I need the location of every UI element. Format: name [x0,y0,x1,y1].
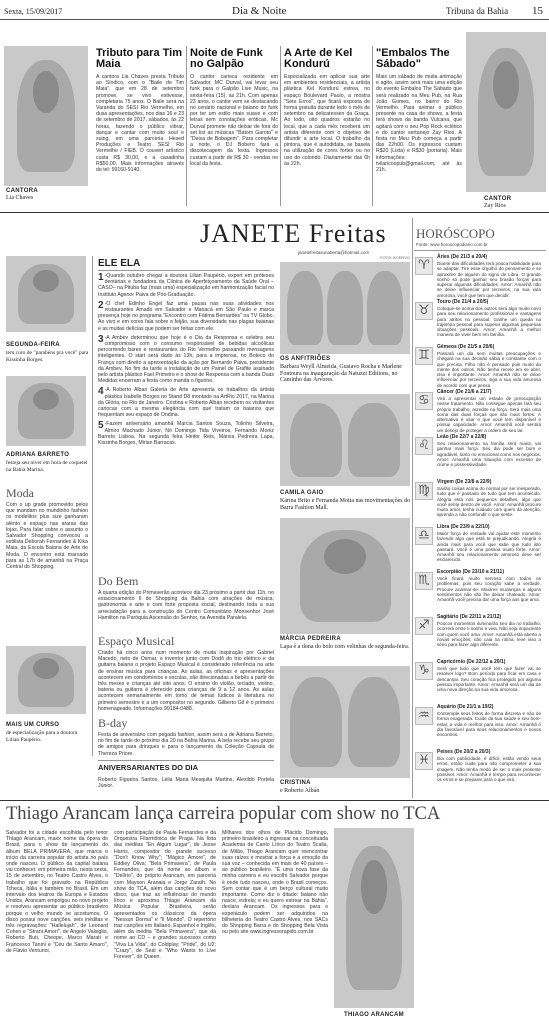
caption-right-sub: Zay Rios [484,203,506,209]
divider [0,800,549,801]
divider [414,250,546,251]
article-title-kel: A Arte de Kel Kondurú [284,47,353,70]
bottom-headline: Thiago Arancam lança carreira popular com show no TCA [6,804,441,824]
divider [280,46,281,206]
pisces-icon: ♓ [415,752,433,770]
article-title-funk: Noite de Funk no Galpão [190,47,263,70]
page-header [0,0,549,20]
sign-touro [415,299,541,338]
sign-cancer [415,389,541,433]
article-body-tim-maia: A cantora Lia Chaves presta Tributo ao Síndico, com o "Baile do Tim Maia", que em 28 de setembro promove, se vivo estivesse, completaria 75 anos. O Baile será na Varanda do SESI Rio Vermelho, em duas apresentações, nos dias 16 e 23 de setembro de 2017, sábados, às 22 horas, fazendo o público vibrar, dançar e cantar com muito soul e suing, em uma parceria Hesed Produções e Teatro SESI Rio Vermelho / FIEB. O couvert artístico custa R$ 30,00, e a casadinha R$50,00. Mais informações através do tel: 99160-9140. [96,74,184,174]
dobem-body: A quarta edição do Primaverão acontece dia 23 próximo a partir das 11h, no estacionamento II do Shopping da Bahia com atrações de música, gastronomia e arte e com forte proposta social, destinando toda a sua arrecadação para a construção do Centro Comunitário Monsenhor José Hamilton na Paróquia Ascensão do Senhor, na Avenida Paralela. [98,590,274,621]
taurus-icon: ♉ [415,302,433,320]
caption-curso-text: de especialização para a doutora Lilian Paupério. [6,730,78,743]
sign-text: Poucos momentos iluminarão seu dia no trabalho, ocorrerá entre ti sonho e viva. Não seja impaciente com quem você ama. Amor: Amanhã está aberto a novas emoções, não caia na rotina, leve isso a sério para fazer algo diferente. [437,621,541,648]
item-number: 4 [98,386,104,398]
sign-name: Virgem (De 23/8 a 22/9) [437,479,492,485]
sign-aquario [415,705,541,739]
header-date: Sexta, 15/09/2017 [4,7,63,16]
divider [0,212,549,213]
caption-adriana: ADRIANA BARRETO [6,452,70,458]
sign-text: Maior força de vontade vai ajudar este momento fazendo algo que está te prejudicando. Alegria é ainda mais para você que sabe que tudo isto passará. Você é uma pessoa muito forte. Amor: Amanhã seu relacionamento amoroso deve ser esclarecido. [437,531,541,563]
libra-icon: ♎ [415,527,433,545]
cancer-icon: ♋ [415,392,433,410]
item-number: 3 [98,333,104,345]
item-number: 2 [98,299,104,311]
photo-kissinha-borges [6,256,86,332]
sign-libra [415,524,541,563]
article-body-kel: Especializada em aplicar sua arte em ambientes residenciais, a artista plástica Kel Kondurú estrea, no espaço Boulevard Paulo, a mostra "Sete Erros", que ficará exposta de forma gratuita durante todo o mês de setembro na delicatessen da Graça. Ao todo, oito quadros estarão no local, que a cada mês receberá um artista diferente com o objetivo de difundir a arte local. O trabalho da pintora, que é autodidata, se baseia na utilização de cores fortes ou no uso do colorido. Diariamente das 6h às 22h. [284,74,370,167]
photo-marcia-pedreira [280,518,410,634]
photo-cristina-roberto [280,666,410,778]
sign-text: Contemple seus feitos de forma discreta e não de forma exagerada. Cuide da sua saúde e seu bem-estar, a vida é melhor para isso. Amor: Amanhã é dia favorável para seus relacionamentos e novos encontros. [437,711,541,738]
moda-body: Com o up grade promovido pelos que mandam no mundinho fashion os modelitos plus size ganharam alento e espaço nas araras das lojas. Para falar sobre o assunto o Salvador Shopping convocou a estilista Deborah Fernandes & Kika Maia, da Escola Baiana de Arte de Moda. O encontro está marcado para as 17h de amanhã na Praça Central do Shopping. [6,502,88,571]
divider [92,256,93,756]
photo-zay-rios [466,32,546,192]
article-body-embalos: Mais um sábado de muita animação e agito, assim será mais uma edição do evento Embalos The Sábado que será realizado na Meu Pub, na Rua João Gomes, no bairro do Rio Vermelho. Para animar o público presente na casa de shows, a festa terá shows da banda Vulcana, que agitará com o seu Pop Rock eclético e do cantor sertanejo Zay Rios. A festa no Meu Pub começa a partir das 22h00. Os ingressos custam R$20 (Lista) e R$30 (portaria). Mais informações: tvilaricoopub@gmail.com, até às 21h. [376,74,462,174]
sign-name: Câncer (De 21/6 a 21/7) [437,389,492,395]
sign-name: Capricórnio (De 22/12 a 20/1) [437,659,506,665]
sign-text: Dia com publicidade, é difícil, estão vendo seus erros, então cuide para não comprometer a sua imagem. Não tenha medo de ser o mais presente possível. Amor: Amanhã é tempo para reconhecer os erros e se preparar para o que virá. [437,756,541,783]
column-email: janetefreitasunaberta@hotmail.com [298,250,370,255]
sign-name: Aquário (De 21/1 a 19/2) [437,704,494,710]
gemini-icon: ♊ [415,347,433,365]
horoscopo-source: Fonte: www.horoscopodiario.com.br [416,242,488,247]
horoscopo-title: HORÓSCOPO [416,226,495,241]
ele-ela-title: ELE ELA [98,258,141,269]
item-text: -A Roberto Alban Galeria de Arte apresenta os trabalhos da artista plástica Isabelle Borges no Stand D8 montado na ArtRio 2017, na Marina da Glória, no Rio de Janeiro. Cristina e Roberto Albán recebem os visitantes cariocas com a mesma elegância com que tratam os baianos que frequentam seu espaço de Ondina. [98,387,274,419]
sign-leao [415,435,541,469]
ele-ela-item [98,301,274,332]
bottom-col-2: com participação de Paula Fernandes e da Orquestra Filarmônica de Praga. Na lista das inéditas "En Algum Lugar", de Jesse Harris, compositor do grande sucesso "Don't Know Why"; "Mágico Amore", de Eddiey Oliva; "Bela Primavera", de Paula Fernandes, que dá nome ao álbum e "Delírio", do próprio Arancam, em parceria com Mayson Aranaia e Jorge Zarath. No show do TCA, além das canções do novo disco, que traz as influências do mundo lírico e aproxima Thiago Arancam da Música Popular Brasileira, serão apresentados os clássicos da ópera "Nessun Dorma" e "Il Mondo". O repertório traz canções em Italiano, Espanhol e Inglês, além da inédita "Bela Primavera", que dá nome ao CD – e grandes sucessos como "Viva La Vida", do Coldplay; "Pride", do U2; "Crazy", de Seal e "Who Wants to Live Forever", do Queen. [114,830,216,961]
header-page-number: 15 [532,5,543,17]
aquarius-icon: ♒ [415,707,433,725]
musical-body: Criado há cinco anos num momento de muita inspiração por Gabriel Macedo, neto de Osmar, o inventor junto com Dodô do trio elétrico e da guitarra baiana o projeto Espaço Musical é considerado referência na arte de ensinar música para crianças. As aulas, as oficinas e apresentações acontecem em condomínios e escolas, são direcionadas a bebês a partir de três meses e crianças até oito anos. O ensino do violão, teclado, violino, bateria ou guitarra é oferecido para crianças de 9 a 12 anos. As aulas acontecem semanalmente em torno de temas lúdicos à literatura no primeiro semestre e a um compositor no segundo. Gilberto Gil é o primeiro homenageado. Informações 99184-0488. [98,650,274,712]
photo-lia-chaves [4,46,88,186]
sign-escorpiao [415,570,541,604]
sign-text: Coloque-se acima dos outros será algo muito novo para seu relacionamento profissional e vantagens para atritos no pessoal. Ganhe um queda na trajetória pessoal para superar algumas pequenas situações pessoais. Amor: Amanhã a melhor maneira de viver bem em família. [437,306,541,338]
caption-left-sub: Lia Chaves [6,195,34,201]
sign-text: Virá a apresentar um estado de preocupação nesse tratamento. Não consegue apenas fará seu próprio trabalho, acredite na força. Será mais uma soma das duas forças que são mais fortes. A alternativa é usar o que você tem disponível e possui capacidade. Amor: Amanhã você sentirá um desejo de proteger a ordem de seu lar. [437,396,541,433]
sign-virgem [415,479,541,518]
ele-ela-item [98,273,274,298]
ele-ela-item [98,335,274,385]
leo-icon: ♌ [415,437,433,455]
header-paper: Tribuna da Bahia [446,6,509,16]
divider [412,218,413,798]
photo-adriana-barreto [6,376,86,446]
item-number: 5 [98,420,104,432]
sign-text: Sairão coisas acima do normal por ser inesperado, tudo que é passado de tudo que tem acontecido. Alegria está nos pequenos detalhes, algo que você sente dentro de você. Amor: Amanhã procure muito amor, tenha cuidado com quem dá atenção, aprenda a não confundir o que sente. [437,486,541,518]
column-title: JANETE Freitas [200,219,387,248]
sign-name: Peixes (De 20/2 a 20/3) [437,749,491,755]
header-section: Dia & Noite [232,5,287,17]
caption-right-name: CANTOR [484,196,512,202]
sign-text: Diante das dificuldades terá pouca habilidade para se adaptar. Tire esse orgulho do pensamento e se aproxime de alguém do signo de Libra. O grande sonho só pode ganhar seu brasão forças para superar algumas dificuldades. Amor: Amanhã não se deixe influenciar por terceiros, na sua vida amorosa, você que tem que decidir. [437,261,541,298]
item-text: -A Ambev determinou que hoje é o Dia da Responsa e celebra seu compromisso com o consumo responsável de bebidas alcoólicas percorrendo bares e restaurantes do Rio Vermelho passando mensagens inteligentes. O start será dado às 13h, para a imprensa, no Boteco do França com direito a apresentação da ação por Bernardo Paiva, presidente da Ambev. No fim da tarde a instalação de um Painel de Grafite assinado pelo artista plástico Fael Primeiro e o show de Responsa com a banda Duas Medidas encerram a festa como manda o figurino. [98,334,274,385]
moda-title: Moda [6,486,34,500]
scorpio-icon: ♏ [415,572,433,590]
sign-name: Gêmeos (De 21/5 a 20/6) [437,344,495,350]
sign-sagitario [415,615,541,649]
caption-camila-text: Karina Brito e Fernanda Motta nas movimentações do Barra Fashion Mall. [280,498,411,511]
sign-text: Seu relacionamento na família será maior, vai ganhar mais força. Seu dia pode ser bom e agradável, tanto no emocional como nos negócios. Amor: Amanhã uma situação com excesso de ciúme e possessividade. [437,441,541,468]
capricorn-icon: ♑ [415,662,433,680]
divider [372,46,373,206]
ele-ela-list [98,273,274,449]
sign-aries [415,254,541,298]
ele-ela-item [98,421,274,446]
sign-text: Passará um dia sem muitas preocupações e chegará na sua decisão sábia e constante com o que precisa. Filho não é pensado pois muito da mente dos outros. Não tenha receio em se abrir, isso é importante. Amor: Amanhã não se deixe influenciar por terceiros, siga a sua vida amorosa de acordo com que pensa. [437,351,541,388]
divider [186,46,187,206]
article-title-embalos: "Embalos The Sábado" [376,47,450,70]
sign-capricornio [415,660,541,694]
photo-camila-gaio [280,394,410,486]
photo-anfitrioes [280,262,410,354]
bday-title: B-day [98,716,128,730]
caption-thiago: THIAGO ARANCAM [344,1012,404,1018]
sign-gemeos [415,344,541,388]
sign-name: Leão (De 22/7 a 22/8) [437,434,487,440]
musical-title: Espaço Musical [98,634,175,648]
caption-cristina: CRISTINA [280,780,311,786]
article-body-funk: O cantor carioca residente em Salvador, MC Durval, vai levar seu funk para o Galpão Live Music, na sexta-feira (15), às 21h. Com apenas 23 anos, o cantor vem se destacando no cenário nacional e baiano do funk por ter um estilo mais suave e com letras sem conotações eróticas. Mc Durval promete não deixar de fora do set list as músicas "Batom Garoto" e "Deixa de Bobagem". Para completar a noite, o DJ Bobero fará a discotecagem da festa. Ingressos custam a partir de R$ 30 - vendas no local da festa. [190,74,278,167]
photo-lilian-pauperio [6,646,86,714]
bday-body: Festa de aniversário com pegada fashion, assim será a de Adriana Barreto, no fim de tarde do próximo dia 20 na Bahia Marina. A bela recebe seu grupo de amigos para drinques e para o lançamento da Coleção Capsula de Thereza Priore. [98,732,274,757]
caption-segunda-feira: SEGUNDA-FEIRA [6,342,60,348]
sign-name: Áries (De 21/3 a 20/4) [437,254,488,260]
sign-name: Libra (De 23/9 a 22/10) [437,524,490,530]
bottom-col-3: Milhares dos olhos de Plácido Domingo, primeiro brasileiro a ingressar na conceituada Academia de Canto Lírico do Teatro Scalla, de Milão, Thiago Arancam quer reencontrar suas raízes e mostrar a força e a emoção da sua voz – conhecida em mais de 40 países – ao público brasileiro. "É uma nova fase da minha carreira e eu escolhi Salvador porque é onde tudo nasceu, onde o Brasil começou. Sem contar que é um berço cultural muito importante. Como diz o ditado: baiano não nasce, estreia; e eu quero estrear na Bahia", declara Arancam. Os ingressos para o espetáculo podem ser adquiridos na bilheteria do Teatro Castro Alves, nos SACs do Shopping Barra e do Shopping Bela Vista ou pelo site www.ingressorapido.com.br [222,830,328,936]
aniversariantes-body: Roberto Figueira Santos, Leila Maria Mesquita Martins, Alexildo Portela Júnior. [98,777,274,790]
caption-marcia: MÁRCIA PEDREIRA [280,636,341,642]
caption-curso: MAIS UM CURSO [6,722,60,728]
aniversariantes-title: ANIVERSARIANTES DO DIA [98,763,199,772]
divider [98,270,270,271]
sign-name: Touro (De 21/4 a 20/5) [437,299,489,305]
caption-camila: CAMILA GAIO [280,490,324,496]
column-photo-credit: FOTO: ACERVO [380,255,410,260]
aries-icon: ♈ [415,257,433,275]
sagittarius-icon: ♐ [415,617,433,635]
sign-name: Escorpião (De 23/10 a 21/11) [437,569,504,575]
caption-marcia-text: Lapa é a dona do bolo com velinhas de segunda-feira. [280,644,410,650]
caption-anfitrioes: OS ANFITRIÕES [280,356,331,362]
caption-left-name: CANTORA [6,188,38,194]
item-text: -Fazem aniversário amanhã Marcia Santos Souza, Tolinho Silveira, Almiro Machado Júnior, Nó Domingo Tida Viveiros, Fernando Moniz Barreto Lisboa. Na segunda feira Heitor Reis, Márcia Pedreira Lapa, Kissinha Borges, Mirian Barracas. [98,421,274,447]
item-text: -Quando outubro chegar a doutora Lilian Paupério, expert em próteses dentárias e fundadora da Clínica de Aperfeiçoamento da Saúde Oral –CASO– na Pituba faz (mais uma) especialização em harmonização facial no Instituto Agenor Paiva de Pós-Graduação. [98,273,274,298]
caption-anfitrioes-text: Barbara Weyll Almeida, Gustavo Rocha e Marlene Fontoura na inauguração da Natuzzi Editions, no Caminho das Árvores. [280,364,402,383]
caption-segunda-text: tem coro de "parabéns pra você" para Kissinha Borges. [6,350,89,363]
caption-cristina-text: e Roberto Albán [280,788,320,794]
dobem-title: Do Bem [98,574,139,588]
photo-thiago-arancam [334,828,414,1008]
sign-name: Sagitário (De 22/11 a 21/12) [437,614,502,620]
item-number: 1 [98,272,104,283]
ele-ela-item [98,387,274,418]
item-text: -O chef Edinho Engel faz uma pausa nas suas atividades nos restaurantes Amado em Salvador e Manacá em São Paulo e marca presença hoje no programa "Encontro com Fátima Bernardes" na TV Globo. Ao vivo e em cores fala sobre o feijão, sua diversidade nas plagas baianas e as muitas delícias que podem ser feitas com ele. [98,300,274,332]
sign-text: Você ficará muito nervoso com todos os problemas, pois seu coração sabe a verdade. Procure acalmar-se. Maiores mudanças e alguns sentimentos não vão lhe deixar chateado. Amor: Amanhã você precisa dar uma força aos que ama. [437,576,541,603]
sign-text: Será que tudo que você tem que fazer vai se resolver logo? Bom período para ficar em casa e descansar. Seu coração fica protegido por alguma pessoa importante. Amor: Amanhã será um dia de uma nova direção na sua vida amorosa. [437,666,541,693]
virgo-icon: ♍ [415,482,433,500]
caption-adriana-text: festeja seu níver em hora de coquetel na Bahia Marina. [6,460,88,473]
divider [98,760,274,761]
sign-peixes [415,750,541,784]
bottom-col-1: Salvador foi a cidade escolhida pelo tenor Thiago Arancam, maior nome da ópera do Brasil, para o show de lançamento do álbum BELA PRIMAVERA, que marca o início da carreira popular do artista no país onde nasceu. O público da capital baiana vai conhecer, em primeira mão, nesta sexta, 15 de setembro, no Teatro Castro Alves, o trabalho que foi gravado na República Tcheca, Itália e também no Brasil. Em um intervalo dos teatros da Europa e Estados Unidos, Arancam empolgou no novo projeto e resolveu apresentar ao público brasileiro porque o velho mundo se acostumou. O disco possui nove canções, seis inéditas e três regravações: "Hallelujah", de Leonard Cohen e "Strani Amori", de Angelo Valsiglio, Roberto Buti, Cheope, Marco Marati e Francesco Tanini e "Céu de Santo Amaro", de Flávio Venturini, [6,830,108,954]
article-title-tim-maia: Tributo para Tim Maia [96,47,182,70]
